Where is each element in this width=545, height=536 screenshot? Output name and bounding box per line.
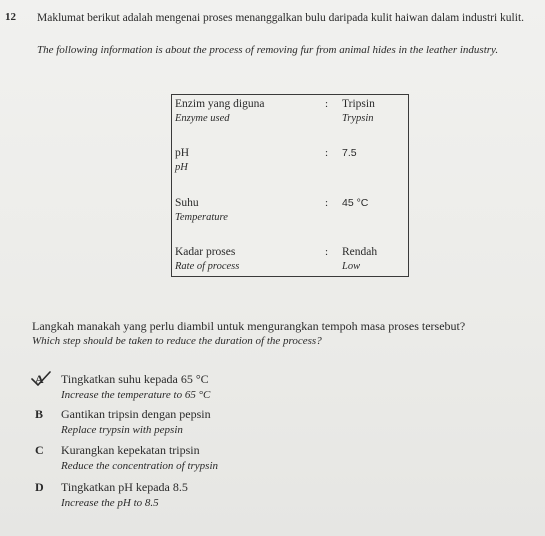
question-text-english: Which step should be taken to reduce the duration of the process? — [32, 335, 322, 347]
option-letter: B — [35, 407, 44, 421]
info-table — [171, 94, 409, 277]
tick-mark-icon — [30, 370, 52, 388]
option-text-malay: Tingkatkan suhu kepada 65 °C — [61, 372, 209, 386]
table-value-english: Trypsin — [342, 113, 374, 124]
table-colon: : — [325, 246, 329, 258]
option-letter: D — [35, 480, 44, 494]
table-colon: : — [325, 147, 329, 159]
option-text-english: Increase the pH to 8.5 — [61, 497, 159, 509]
stem-text-english: The following information is about the process of removing fur from animal hides in the leather industry. — [37, 44, 499, 56]
table-label-english: Temperature — [175, 212, 228, 223]
table-value-malay: Rendah — [342, 246, 378, 258]
option-letter: C — [35, 443, 44, 457]
table-value-malay: Tripsin — [342, 98, 375, 110]
option-text-malay: Gantikan tripsin dengan pepsin — [61, 407, 211, 421]
table-colon: : — [325, 98, 329, 110]
table-value-malay: 45 °C — [342, 197, 369, 209]
table-colon: : — [325, 197, 329, 209]
option-text-malay: Tingkatkan pH kepada 8.5 — [61, 480, 188, 494]
stem-text-malay: Maklumat berikut adalah mengenai proses menanggalkan bulu daripada kulit haiwan dalam industri kulit. — [37, 12, 525, 24]
option-text-malay: Kurangkan kepekatan tripsin — [61, 443, 200, 457]
table-label-english: Rate of process — [175, 261, 240, 272]
table-label-malay: Enzim yang diguna — [175, 98, 265, 110]
option-text-english: Reduce the concentration of trypsin — [61, 460, 219, 472]
table-value-english: Low — [342, 261, 361, 272]
table-label-malay: pH — [175, 147, 190, 159]
table-label-english: pH — [175, 162, 188, 173]
table-label-malay: Suhu — [175, 197, 199, 209]
table-value-malay: 7.5 — [342, 147, 357, 159]
option-letter: A — [35, 372, 44, 386]
question-text-malay: Langkah manakah yang perlu diambil untuk mengurangkan tempoh masa proses tersebut? — [32, 319, 466, 333]
table-label-malay: Kadar proses — [175, 246, 236, 258]
option-text-english: Replace trypsin with pepsin — [61, 424, 183, 436]
table-label-english: Enzyme used — [175, 113, 230, 124]
question-number: 12 — [5, 11, 16, 23]
option-text-english: Increase the temperature to 65 °C — [61, 389, 211, 401]
